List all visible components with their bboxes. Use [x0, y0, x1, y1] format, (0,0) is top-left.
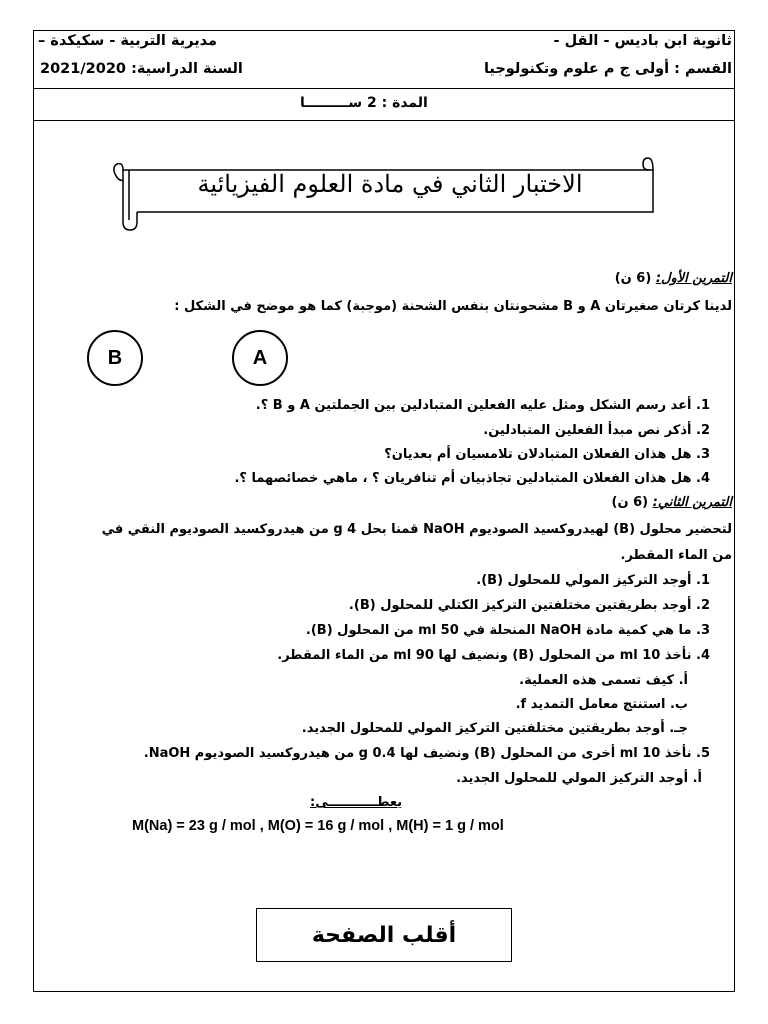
exercise1-points: (6 ن) — [614, 271, 652, 286]
turn-page-box: أقلب الصفحة — [256, 908, 512, 962]
exercise2-question-4c: جـ. أوجد بطريقتين مختلفتين التركيز المولي للمحلول الجديد. — [301, 721, 688, 736]
school-year: السنة الدراسية: 2021/2020 — [40, 61, 243, 77]
exercise2-question-3: 3. ما هي كمية مادة NaOH المنحلة في ml 50 من المحلول (B). — [305, 623, 710, 638]
exercise2-question-2: 2. أوجد بطريقتين مختلفتين التركيز الكتلي للمحلول (B). — [348, 598, 710, 613]
given-molar-masses: M(Na) = 23 g / mol , M(O) = 16 g / mol , M(H) = 1 g / mol — [132, 818, 504, 834]
exam-title: الاختبار الثاني في مادة العلوم الفيزيائية — [197, 170, 583, 198]
exercise1-heading: التمرين الأول: — [655, 271, 732, 286]
ball-b: B — [87, 330, 143, 386]
exercise1-question-4: 4. هل هذان الفعلان المتبادلين تجاذبيان أم تنافريان ؟ ، ماهي خصائصهما ؟. — [234, 471, 710, 486]
exercise2-header — [612, 495, 732, 510]
exercise1-question-2: 2. أذكر نص مبدأ الفعلين المتبادلين. — [483, 423, 710, 438]
exercise2-question-4b: ب. استنتج معامل التمديد f. — [515, 697, 688, 712]
header-divider — [33, 88, 735, 89]
exercise1-header — [615, 271, 732, 286]
ball-a: A — [232, 330, 288, 386]
directorate: مديرية التربية - سكيكدة – — [38, 33, 218, 49]
exercise2-question-4: 4. نأخذ ml 10 من المحلول (B) ونضيف لها ml 90 من الماء المقطر. — [277, 648, 710, 663]
exercise1-intro: لدينا كرتان صغيرتان A و B مشحونتان بنفس الشحنة (موجبة) كما هو موضح في الشكل : — [174, 299, 732, 314]
exercise2-intro-line1: لتحضير محلول (B) لهيدروكسيد الصوديوم NaOH قمنا بحل g 4 من هيدروكسيد الصوديوم النقي في — [101, 522, 732, 537]
exam-duration: المدة : 2 ســـــــــا — [300, 95, 428, 111]
exercise2-heading: التمرين الثاني: — [652, 495, 732, 510]
exercise2-points: (6 ن) — [611, 495, 649, 510]
header-divider-2 — [33, 120, 735, 121]
section: القسم : أولى ج م علوم وتكنولوجيا — [483, 61, 732, 77]
given-label: يعطـــــــــــى: — [310, 795, 403, 810]
exercise2-intro-line2: من الماء المقطر. — [620, 548, 732, 563]
exercise1-question-3: 3. هل هذان الفعلان المتبادلان تلامسيان أم بعديان؟ — [384, 447, 710, 462]
exercise2-question-4a: أ. كيف تسمى هذه العملية. — [519, 673, 688, 688]
exercise2-question-5: 5. نأخذ ml 10 أخرى من المحلول (B) ونضيف لها g 0.4 من هيدروكسيد الصوديوم NaOH. — [143, 746, 710, 761]
exercise1-question-1: 1. أعد رسم الشكل ومثل عليه الفعلين المتبادلين بين الجملتين A و B ؟. — [255, 398, 710, 413]
exercise2-question-1: 1. أوجد التركيز المولي للمحلول (B). — [476, 573, 710, 588]
school-name: ثانوية ابن باديس - القل - — [553, 33, 732, 49]
exercise2-question-5a: أ. أوجد التركيز المولي للمحلول الجديد. — [456, 771, 702, 786]
